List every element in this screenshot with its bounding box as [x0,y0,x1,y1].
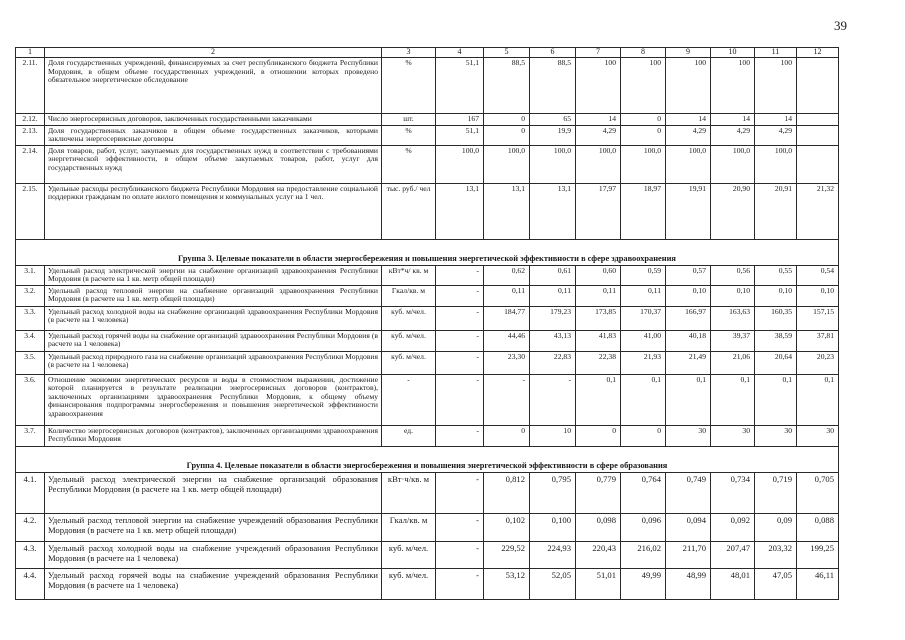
indicator-name: Удельный расход горячей воды на снабжение учреждений образования Республики Мордовия (в расчете на 1 человека) [45,568,382,599]
value-cell: 0,10 [797,285,839,306]
unit-cell: куб. м/чел. [382,541,436,568]
value-cell: 0,59 [621,265,666,285]
indicator-row [16,568,839,599]
indicator-name: Удельные расходы республиканского бюджета Республики Мордовия на предоставление социальной поддержки гражданам по оплате жилого помещения и коммунальных услуг на 1 чел. [45,183,382,239]
value-cell: 0,1 [666,374,711,425]
row-number: 4.4. [16,568,45,599]
value-cell: 0,098 [576,513,621,541]
value-cell: 170,37 [621,306,666,330]
indicator-row [16,330,839,351]
value-cell: 30 [666,425,711,446]
group-title: Группа 3. Целевые показатели в области энергосбережения и повышения энергетической эффективности в сфере здравоохранения [16,239,839,265]
value-cell: 19,9 [530,125,576,145]
indicator-name: Удельный расход электрической энергии на снабжение организаций здравоохранения Республики Мордовия (в расчете на 1 кв. метр общей площади) [45,265,382,285]
column-header: 2 [45,48,382,58]
value-cell: 21,93 [621,351,666,374]
value-cell: - [436,330,484,351]
value-cell: 0,11 [530,285,576,306]
value-cell: 0,11 [621,285,666,306]
value-cell: 13,1 [484,183,530,239]
value-cell: 4,29 [755,125,797,145]
row-number: 3.7. [16,425,45,446]
value-cell: 0 [621,425,666,446]
indicator-row [16,351,839,374]
row-number: 3.5. [16,351,45,374]
value-cell: 173,85 [576,306,621,330]
value-cell: - [530,374,576,425]
value-cell: 14 [576,114,621,126]
value-cell: 13,1 [436,183,484,239]
unit-cell: Гкал/кв. м [382,285,436,306]
indicator-row [16,285,839,306]
row-number: 3.1. [16,265,45,285]
row-number: 2.13. [16,125,45,145]
value-cell: 0 [484,114,530,126]
value-cell: 22,38 [576,351,621,374]
value-cell: - [436,513,484,541]
value-cell: 100 [621,58,666,114]
value-cell: 0,1 [755,374,797,425]
value-cell: 0,705 [797,472,839,513]
unit-cell: тыс. руб./ чел [382,183,436,239]
value-cell: 0,1 [576,374,621,425]
value-cell: 88,5 [484,58,530,114]
value-cell: 30 [755,425,797,446]
column-header: 12 [797,48,839,58]
unit-cell: куб. м/чел. [382,306,436,330]
value-cell: 100 [755,58,797,114]
indicator-name: Доля государственных учреждений, финансируемых за счет республиканского бюджета Республики Мордовия, в общем объеме государственных учреждений, в отношении которых проведено обязательное энергетическое обследование [45,58,382,114]
value-cell: 19,91 [666,183,711,239]
value-cell: 48,01 [711,568,755,599]
value-cell: 10 [530,425,576,446]
value-cell: 0,61 [530,265,576,285]
value-cell: 211,70 [666,541,711,568]
value-cell: 51,01 [576,568,621,599]
value-cell: 4,29 [666,125,711,145]
value-cell: 0,1 [797,374,839,425]
value-cell: 13,1 [530,183,576,239]
value-cell: 0,088 [797,513,839,541]
value-cell: 48,99 [666,568,711,599]
value-cell: 0,779 [576,472,621,513]
column-header: 6 [530,48,576,58]
value-cell: 0,719 [755,472,797,513]
value-cell: 22,83 [530,351,576,374]
row-number: 3.3. [16,306,45,330]
value-cell: 100,0 [711,145,755,183]
value-cell: 0,09 [755,513,797,541]
value-cell: - [436,285,484,306]
unit-cell: Гкал/кв. м [382,513,436,541]
value-cell: 23,30 [484,351,530,374]
value-cell: 0,54 [797,265,839,285]
value-cell: - [436,306,484,330]
unit-cell: куб. м/чел. [382,568,436,599]
row-number: 2.12. [16,114,45,126]
value-cell: - [484,374,530,425]
value-cell: 100 [576,58,621,114]
value-cell: 53,12 [484,568,530,599]
value-cell: 14 [755,114,797,126]
value-cell: - [436,472,484,513]
column-header: 1 [16,48,45,58]
indicator-name: Удельный расход тепловой энергии на снабжение учреждений образования Республики Мордовия (в расчете на 1 кв. метр общей площади) [45,513,382,541]
unit-cell: % [382,145,436,183]
value-cell: 100,0 [666,145,711,183]
indicator-row [16,265,839,285]
value-cell: 20,91 [755,183,797,239]
unit-cell: куб. м/чел. [382,330,436,351]
value-cell: 220,43 [576,541,621,568]
indicator-row [16,145,839,183]
value-cell: 0,812 [484,472,530,513]
value-cell: 0,1 [711,374,755,425]
value-cell: 21,06 [711,351,755,374]
unit-cell: куб. м/чел. [382,351,436,374]
column-header: 3 [382,48,436,58]
indicator-row [16,58,839,114]
value-cell: 38,59 [755,330,797,351]
indicator-name: Отношение экономии энергетических ресурсов и воды в стоимостном выражении, достижение которой планируется в результате реализации энергосервисных договоров (контрактов), заключенных организациями здравоохранения Республики Мордовия, к общему объему финансирования подпрограммы энергосбережения и повышения энергетической эффективности здравоохранения [45,374,382,425]
column-header: 11 [755,48,797,58]
indicator-name: Доля государственных заказчиков в общем объеме государственных заказчиков, которыми заключены энергосервисные договоры [45,125,382,145]
row-number: 3.6. [16,374,45,425]
value-cell: 20,90 [711,183,755,239]
row-number: 2.14. [16,145,45,183]
value-cell: 30 [797,425,839,446]
value-cell: - [436,541,484,568]
value-cell: 199,25 [797,541,839,568]
value-cell: 49,99 [621,568,666,599]
column-header: 4 [436,48,484,58]
value-cell: 21,32 [797,183,839,239]
indicator-name: Удельный расход электрической энергии на снабжение организаций образования Республики Мордовия (в расчете на 1 кв. метр общей площади) [45,472,382,513]
value-cell: 100 [711,58,755,114]
value-cell: 0,57 [666,265,711,285]
value-cell: 100,0 [530,145,576,183]
column-header: 7 [576,48,621,58]
value-cell: 0,11 [576,285,621,306]
value-cell: 0,100 [530,513,576,541]
indicator-row [16,114,839,126]
value-cell: 184,77 [484,306,530,330]
indicator-row [16,425,839,446]
indicator-row [16,541,839,568]
value-cell: 37,81 [797,330,839,351]
value-cell: 0,096 [621,513,666,541]
unit-cell: - [382,374,436,425]
value-cell: 0,11 [484,285,530,306]
row-number: 2.15. [16,183,45,239]
indicator-row [16,472,839,513]
value-cell: 0 [484,425,530,446]
value-cell: 0 [621,125,666,145]
column-header-row [16,48,839,58]
unit-cell: ед. [382,425,436,446]
value-cell: 51,1 [436,125,484,145]
row-number: 3.4. [16,330,45,351]
value-cell: 41,83 [576,330,621,351]
indicator-name: Удельный расход тепловой энергии на снабжение организаций здравоохранения Республики Мордовия (в расчете на 1 кв. метр общей площади) [45,285,382,306]
value-cell: 0 [621,114,666,126]
value-cell: 88,5 [530,58,576,114]
row-number: 4.1. [16,472,45,513]
row-number: 3.2. [16,285,45,306]
column-header: 10 [711,48,755,58]
value-cell: 0,102 [484,513,530,541]
value-cell: 0,734 [711,472,755,513]
column-header: 9 [666,48,711,58]
value-cell: 0,094 [666,513,711,541]
indicator-name: Доля товаров, работ, услуг, закупаемых для государственных нужд в соответствии с требованиями энергетической эффективности, в общем объеме закупаемых товаров, работ, услуг для государственных нужд [45,145,382,183]
value-cell: 157,15 [797,306,839,330]
value-cell: 0,10 [755,285,797,306]
indicator-name: Число энергосервисных договоров, заключенных государственными заказчиками [45,114,382,126]
indicator-row [16,513,839,541]
value-cell: 40,18 [666,330,711,351]
indicators-table [15,47,839,600]
value-cell: 0,55 [755,265,797,285]
value-cell: 20,23 [797,351,839,374]
value-cell: 100,0 [436,145,484,183]
value-cell: 0,60 [576,265,621,285]
value-cell: 163,63 [711,306,755,330]
unit-cell: % [382,58,436,114]
indicator-name: Удельный расход горячей воды на снабжение организаций здравоохранения Республики Мордовия (в расчете на 1 человека) [45,330,382,351]
value-cell [797,145,839,183]
column-header: 8 [621,48,666,58]
value-cell: 0,1 [621,374,666,425]
value-cell: 166,97 [666,306,711,330]
indicator-row [16,306,839,330]
value-cell: 41,00 [621,330,666,351]
value-cell: 0 [484,125,530,145]
value-cell: 229,52 [484,541,530,568]
table-body [16,48,839,600]
indicator-row [16,374,839,425]
indicator-name: Удельный расход холодной воды на снабжение учреждений образования Республики Мордовия (в расчете на 1 человека) [45,541,382,568]
value-cell: 47,05 [755,568,797,599]
value-cell: 4,29 [711,125,755,145]
value-cell: 43,13 [530,330,576,351]
row-number: 2.11. [16,58,45,114]
value-cell: 0,10 [711,285,755,306]
value-cell: 100 [666,58,711,114]
value-cell: 52,05 [530,568,576,599]
value-cell: - [436,374,484,425]
group-title: Группа 4. Целевые показатели в области энергосбережения и повышения энергетической эффективности в сфере образования [16,446,839,472]
value-cell: 21,49 [666,351,711,374]
value-cell: 0 [576,425,621,446]
indicator-name: Удельный расход холодной воды на снабжение организаций здравоохранения Республики Мордовия (в расчете на 1 человека) [45,306,382,330]
value-cell: - [436,265,484,285]
value-cell: 100,0 [621,145,666,183]
row-number: 4.2. [16,513,45,541]
value-cell: 167 [436,114,484,126]
value-cell: 0,749 [666,472,711,513]
value-cell: 0,10 [666,285,711,306]
indicator-row [16,125,839,145]
value-cell: 14 [711,114,755,126]
unit-cell: кВт·ч/кв. м [382,472,436,513]
value-cell [797,58,839,114]
value-cell: 0,795 [530,472,576,513]
row-number: 4.3. [16,541,45,568]
value-cell: 203,32 [755,541,797,568]
column-header: 5 [484,48,530,58]
value-cell [797,114,839,126]
value-cell: 51,1 [436,58,484,114]
value-cell: 44,46 [484,330,530,351]
value-cell: 216,02 [621,541,666,568]
value-cell: 207,47 [711,541,755,568]
indicator-name: Количество энергосервисных договоров (контрактов), заключенных организациями здравоохранения Республики Мордовия [45,425,382,446]
unit-cell: кВт*ч/ кв. м [382,265,436,285]
value-cell: - [436,351,484,374]
value-cell: - [436,568,484,599]
value-cell: 17,97 [576,183,621,239]
indicator-row [16,183,839,239]
unit-cell: шт. [382,114,436,126]
value-cell: 4,29 [576,125,621,145]
value-cell: 0,764 [621,472,666,513]
value-cell: 20,64 [755,351,797,374]
value-cell: 179,23 [530,306,576,330]
value-cell: 100,0 [576,145,621,183]
value-cell: 224,93 [530,541,576,568]
group-header-row [16,239,839,265]
value-cell: 160,35 [755,306,797,330]
value-cell [797,125,839,145]
value-cell: 14 [666,114,711,126]
value-cell: 100,0 [755,145,797,183]
page-number: 39 [834,18,847,33]
value-cell: 65 [530,114,576,126]
unit-cell: % [382,125,436,145]
value-cell: - [436,425,484,446]
value-cell: 100,0 [484,145,530,183]
value-cell: 18,97 [621,183,666,239]
value-cell: 30 [711,425,755,446]
value-cell: 0,092 [711,513,755,541]
value-cell: 46,11 [797,568,839,599]
indicator-name: Удельный расход природного газа на снабжение организаций здравоохранения Республики Мордовия (в расчете на 1 человека) [45,351,382,374]
value-cell: 0,62 [484,265,530,285]
group-header-row [16,446,839,472]
value-cell: 0,56 [711,265,755,285]
value-cell: 39,37 [711,330,755,351]
